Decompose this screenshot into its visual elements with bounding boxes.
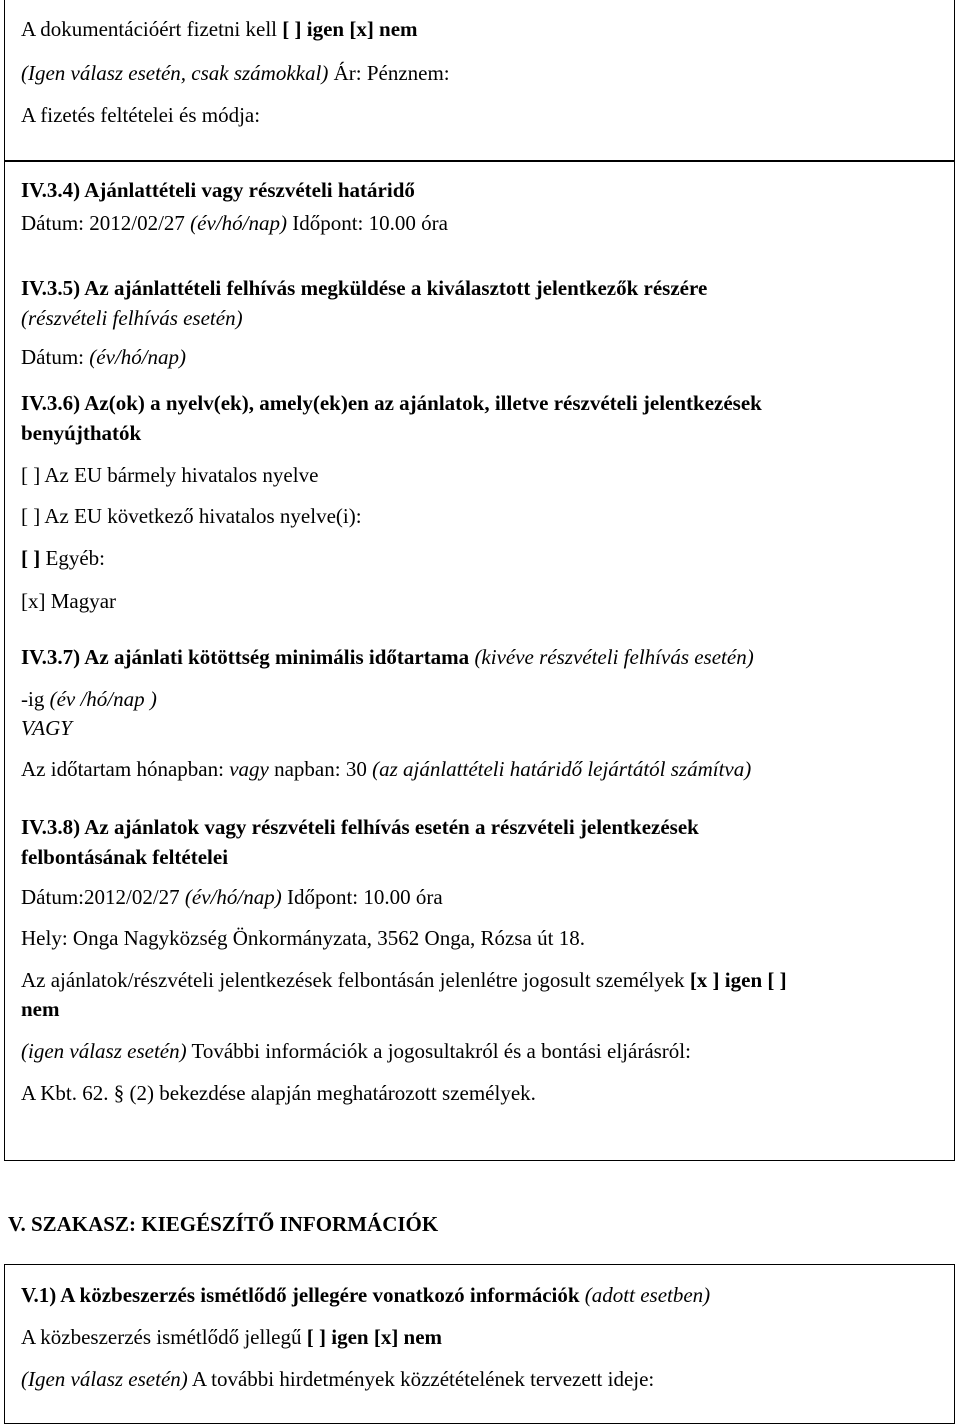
section-iv34-title: IV.3.4) Ajánlattételi vagy részvételi határidő [21, 178, 415, 202]
section-iv38-title-2: felbontásának feltételei [21, 845, 229, 869]
recurring-info-box [4, 1264, 955, 1424]
language-option-other: [ ] Egyéb: [21, 546, 105, 570]
section-iv36-title-2: benyújthatók [21, 421, 142, 445]
price-line: (Igen válasz esetén, csak számokkal) Ár: Pénznem: [21, 61, 450, 85]
section-v1-title: V.1) A közbeszerzés ismétlődő jellegére vonatkozó információk (adott esetben) [21, 1283, 711, 1307]
section-iv37-duration: Az időtartam hónapban: vagy napban: 30 (az ajánlattételi határidő lejártától számítva) [21, 757, 752, 781]
payment-required-line: A dokumentációért fizetni kell [ ] igen [x] nem [21, 17, 418, 41]
payment-box [4, 0, 955, 162]
section-iv38-persons-nem: nem [21, 997, 60, 1021]
language-option-specific-eu: [ ] Az EU következő hivatalos nyelve(i): [21, 504, 362, 528]
language-option-any-eu: [ ] Az EU bármely hivatalos nyelve [21, 463, 319, 487]
section-iv37-title: IV.3.7) Az ajánlati kötöttség minimális időtartama (kivéve részvételi felhívás esetén) [21, 645, 754, 669]
section-iv38-persons: Az ajánlatok/részvételi jelentkezések felbontásán jelenlétre jogosult személyek [x ] igen [ ] [21, 968, 787, 992]
section-iv34-date: Dátum: 2012/02/27 (év/hó/nap) Időpont: 10.00 óra [21, 211, 448, 235]
language-option-hungarian: [x] Magyar [21, 589, 117, 613]
section-v-heading: V. SZAKASZ: KIEGÉSZÍTŐ INFORMÁCIÓK [8, 1212, 439, 1236]
section-iv36-title-1: IV.3.6) Az(ok) a nyelv(ek), amely(ek)en az ajánlatok, illetve részvételi jelentkezések [21, 391, 762, 415]
deadlines-box [4, 160, 955, 1161]
section-v1-planned-time: (Igen válasz esetén) A további hirdetmények közzétételének tervezett ideje: [21, 1367, 655, 1391]
section-iv35-date: Dátum: (év/hó/nap) [21, 345, 187, 369]
section-iv38-kbt: A Kbt. 62. § (2) bekezdése alapján meghatározott személyek. [21, 1081, 536, 1105]
section-iv37-or: VAGY [21, 716, 72, 740]
section-iv38-place: Hely: Onga Nagyközség Önkormányzata, 3562 Onga, Rózsa út 18. [21, 926, 585, 950]
section-iv38-date: Dátum:2012/02/27 (év/hó/nap) Időpont: 10.00 óra [21, 885, 443, 909]
section-iv38-title-1: IV.3.8) Az ajánlatok vagy részvételi felhívás esetén a részvételi jelentkezések [21, 815, 699, 839]
payment-terms-line: A fizetés feltételei és módja: [21, 103, 261, 127]
section-iv37-until: -ig (év /hó/nap ) [21, 687, 157, 711]
section-iv35-subtitle: (részvételi felhívás esetén) [21, 306, 243, 330]
section-iv35-title: IV.3.5) Az ajánlattételi felhívás megküldése a kiválasztott jelentkezők részére [21, 276, 708, 300]
section-iv38-info: (igen válasz esetén) További információk a jogosultakról és a bontási eljárásról: [21, 1039, 691, 1063]
section-v1-recurring: A közbeszerzés ismétlődő jellegű [ ] igen [x] nem [21, 1325, 443, 1349]
